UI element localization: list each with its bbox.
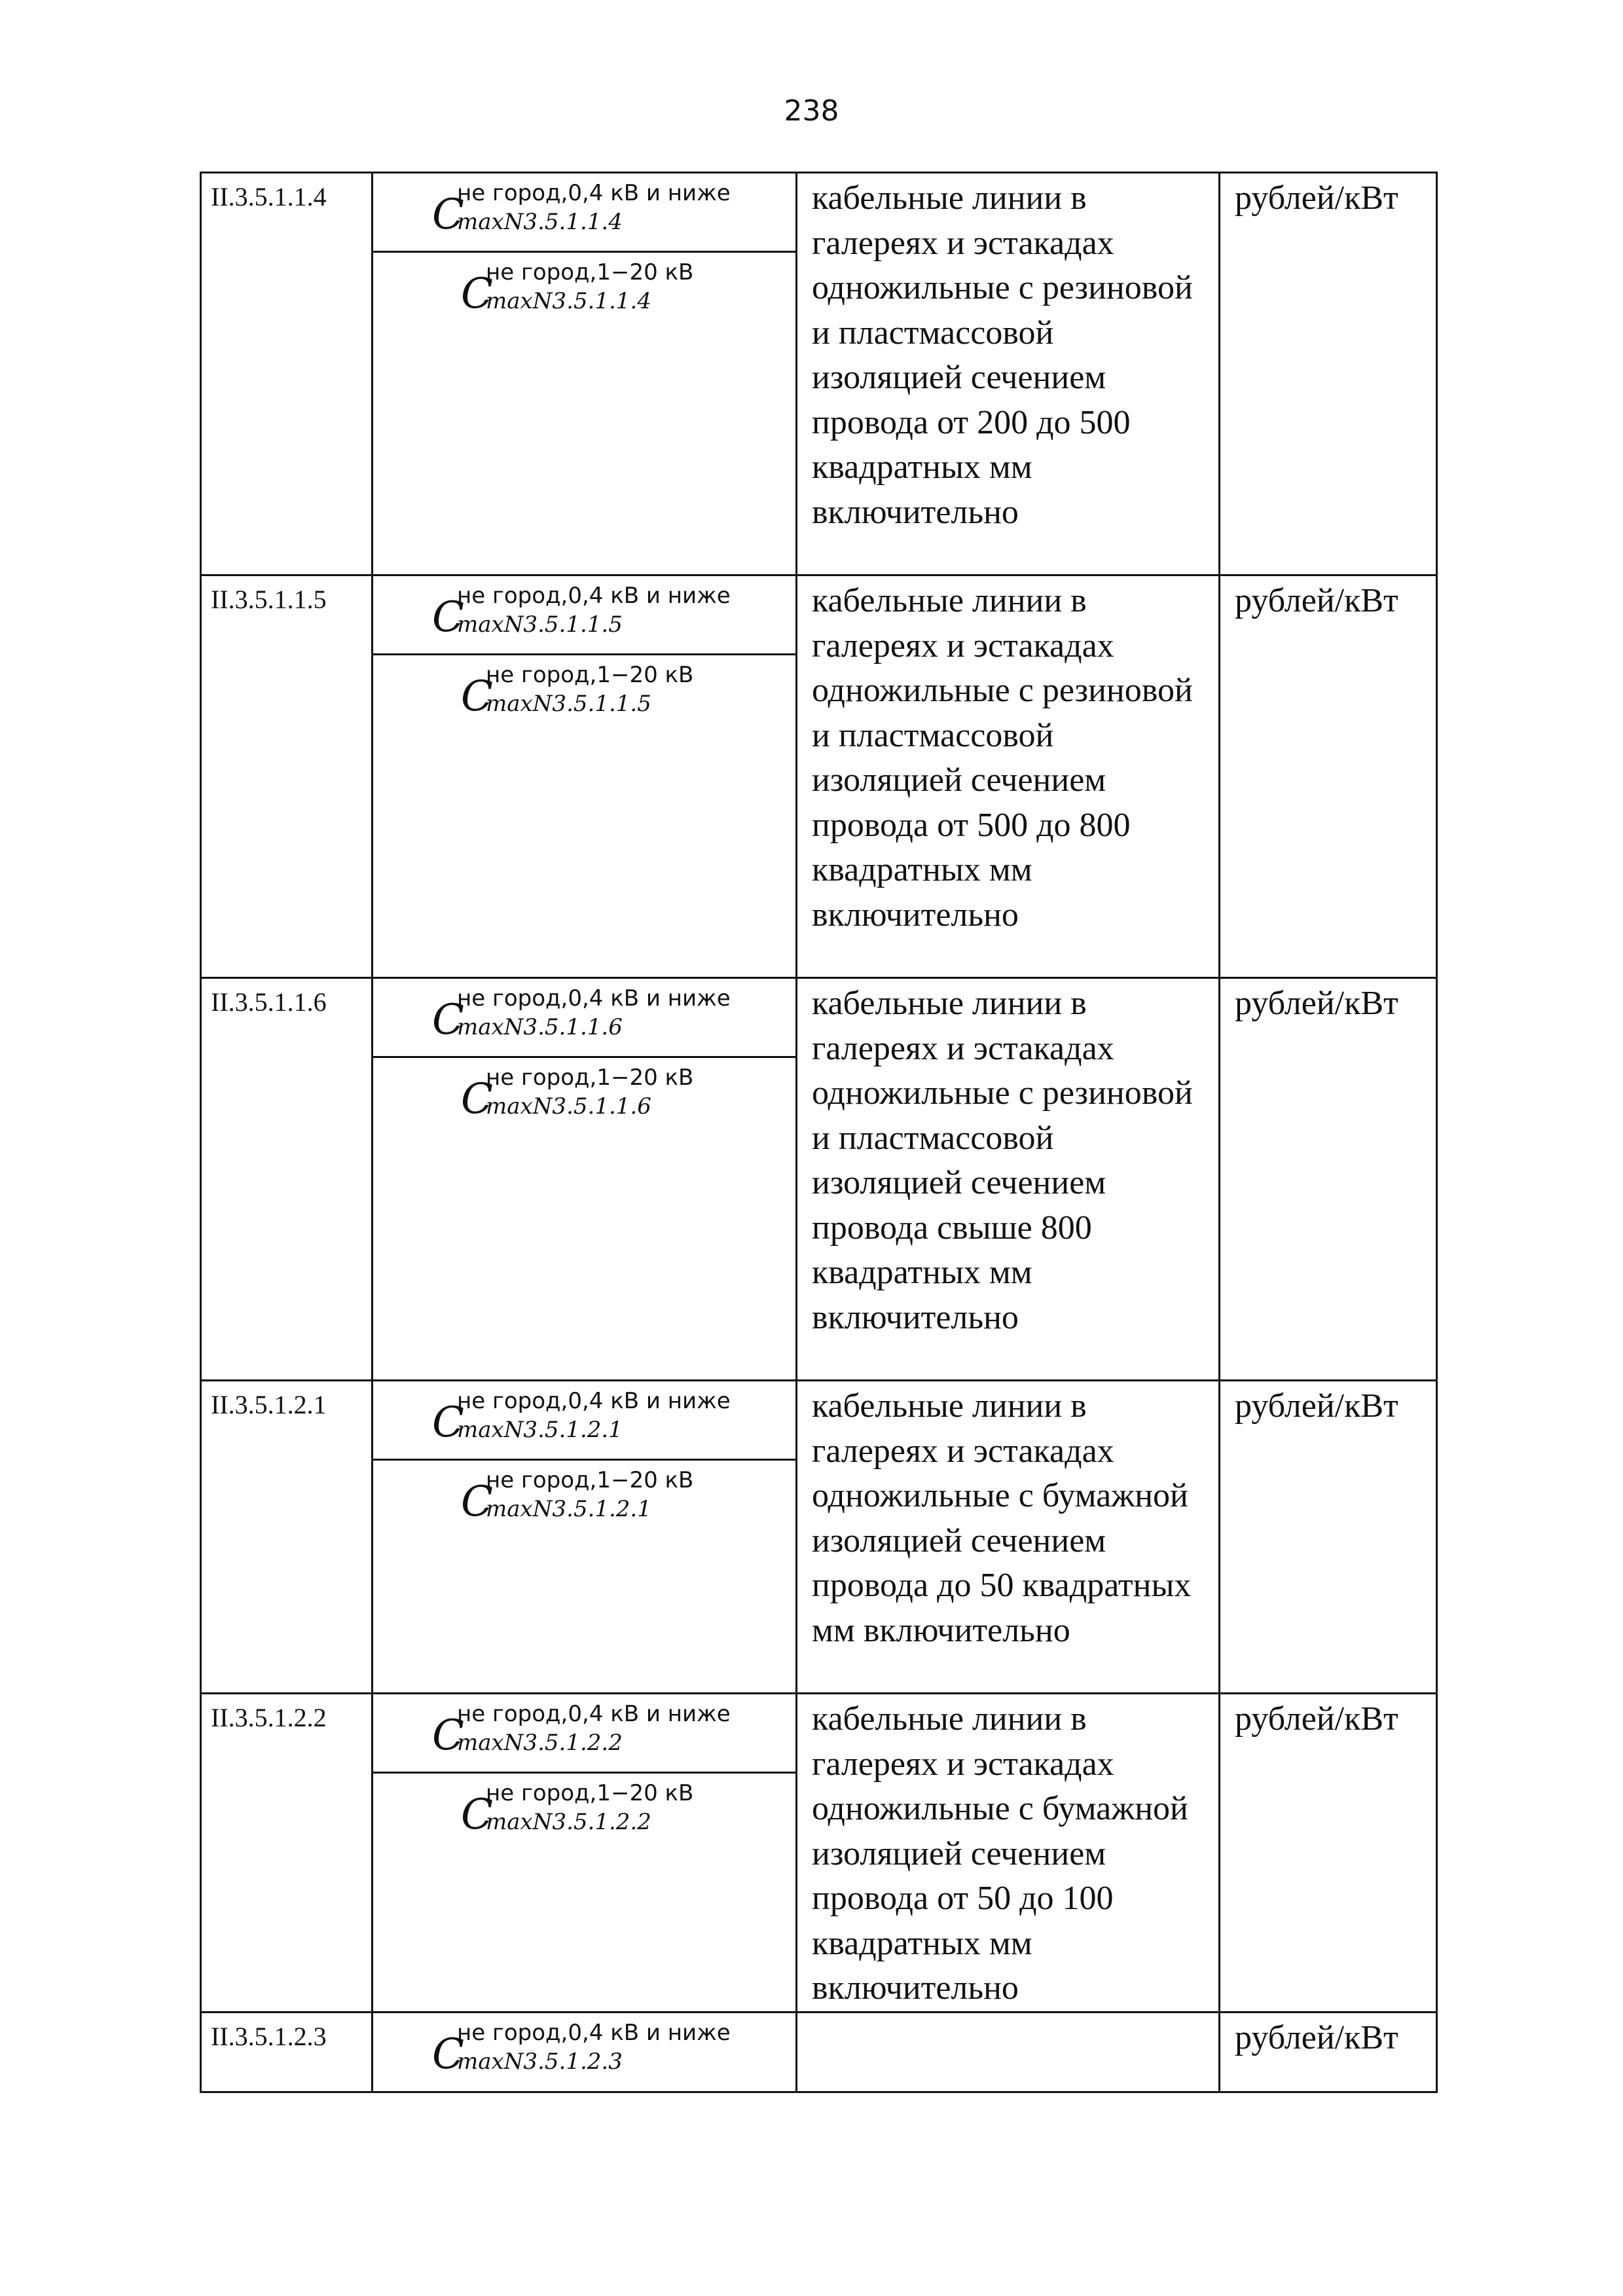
row-code: II.3.5.1.1.5: [201, 575, 373, 978]
table-row: [201, 1381, 1437, 1694]
formula-superscript: не город,0,4 кВ и ниже: [457, 1701, 731, 1727]
row-unit: рублей/кВт: [1220, 575, 1437, 978]
formula-alt: [373, 1058, 795, 1123]
formula-cell: [373, 978, 797, 1381]
formula-subscript: maxN3.5.1.2.1: [457, 1417, 623, 1443]
formula-cell: [373, 2012, 797, 2092]
formula-subscript: maxN3.5.1.1.4: [486, 288, 651, 314]
formula-superscript: не город,0,4 кВ и ниже: [457, 180, 731, 206]
formula-symbol: C: [461, 1791, 493, 1839]
formula-superscript: не город,0,4 кВ и ниже: [457, 583, 731, 609]
row-description: кабельные линии в галереях и эстакадах одножильные с бумажной изоляцией сечением провода от 50 до 100 квадратных мм включительно: [797, 1694, 1220, 2013]
formula-superscript: не город,0,4 кВ и ниже: [457, 985, 731, 1011]
row-unit: рублей/кВт: [1220, 1381, 1437, 1694]
formula-symbol: C: [432, 2030, 464, 2079]
formula-symbol: C: [432, 593, 464, 642]
formula-symbol: C: [432, 1711, 464, 1760]
row-unit: рублей/кВт: [1220, 1694, 1437, 2013]
row-description: кабельные линии в галереях и эстакадах одножильные с бумажной изоляцией сечением провода до 50 квадратных мм включительно: [797, 1381, 1220, 1694]
formula-superscript: не город,0,4 кВ и ниже: [457, 2019, 731, 2046]
tariff-table: [200, 172, 1438, 2093]
formula-superscript: не город,0,4 кВ и ниже: [457, 1388, 731, 1414]
table-row: [201, 1694, 1437, 2013]
table-row: [201, 575, 1437, 978]
formula-alt: [373, 253, 795, 318]
formula-main: [373, 576, 795, 655]
formula-subscript: maxN3.5.1.2.1: [486, 1496, 651, 1522]
row-unit: рублей/кВт: [1220, 173, 1437, 575]
formula-main: [373, 173, 795, 253]
formula-symbol: C: [432, 996, 464, 1044]
table-row: [201, 2012, 1437, 2092]
formula-symbol: C: [461, 672, 493, 721]
row-code: II.3.5.1.1.4: [201, 173, 373, 575]
formula-alt: [373, 655, 795, 721]
formula-symbol: C: [461, 270, 493, 318]
formula-symbol: C: [461, 1075, 493, 1123]
formula-subscript: maxN3.5.1.2.2: [457, 1730, 623, 1756]
formula-superscript: не город,1−20 кВ: [486, 1780, 694, 1806]
formula-subscript: maxN3.5.1.1.5: [457, 611, 623, 638]
formula-subscript: maxN3.5.1.2.3: [457, 2048, 623, 2075]
formula-main: [373, 2013, 795, 2089]
row-unit: рублей/кВт: [1220, 2012, 1437, 2092]
formula-alt: [373, 1774, 795, 1839]
row-code: II.3.5.1.2.2: [201, 1694, 373, 2013]
row-description: кабельные линии в галереях и эстакадах одножильные с резиновой и пластмассовой изоляцией сечением провода от 200 до 500 квадратных мм включительно: [797, 173, 1220, 575]
formula-superscript: не город,1−20 кВ: [486, 662, 694, 688]
formula-cell: [373, 575, 797, 978]
formula-subscript: maxN3.5.1.2.2: [486, 1809, 651, 1835]
row-description: [797, 2012, 1220, 2092]
row-unit: рублей/кВт: [1220, 978, 1437, 1381]
table-row: [201, 173, 1437, 575]
formula-superscript: не город,1−20 кВ: [486, 259, 694, 285]
page-number: 238: [784, 94, 839, 128]
row-code: II.3.5.1.2.3: [201, 2012, 373, 2092]
formula-subscript: maxN3.5.1.1.4: [457, 209, 623, 235]
formula-superscript: не город,1−20 кВ: [486, 1467, 694, 1493]
row-description: кабельные линии в галереях и эстакадах одножильные с резиновой и пластмассовой изоляцией сечением провода свыше 800 квадратных мм включительно: [797, 978, 1220, 1381]
formula-superscript: не город,1−20 кВ: [486, 1065, 694, 1091]
formula-alt: [373, 1461, 795, 1526]
formula-subscript: maxN3.5.1.1.5: [486, 691, 651, 717]
formula-cell: [373, 173, 797, 575]
formula-symbol: C: [432, 191, 464, 239]
formula-main: [373, 979, 795, 1058]
formula-main: [373, 1381, 795, 1461]
formula-symbol: C: [461, 1478, 493, 1526]
formula-symbol: C: [432, 1398, 464, 1447]
formula-main: [373, 1694, 795, 1774]
table-row: [201, 978, 1437, 1381]
formula-subscript: maxN3.5.1.1.6: [486, 1093, 651, 1120]
formula-cell: [373, 1381, 797, 1694]
row-code: II.3.5.1.2.1: [201, 1381, 373, 1694]
row-description: кабельные линии в галереях и эстакадах одножильные с резиновой и пластмассовой изоляцией сечением провода от 500 до 800 квадратных мм включительно: [797, 575, 1220, 978]
formula-cell: [373, 1694, 797, 2013]
row-code: II.3.5.1.1.6: [201, 978, 373, 1381]
formula-subscript: maxN3.5.1.1.6: [457, 1014, 623, 1040]
